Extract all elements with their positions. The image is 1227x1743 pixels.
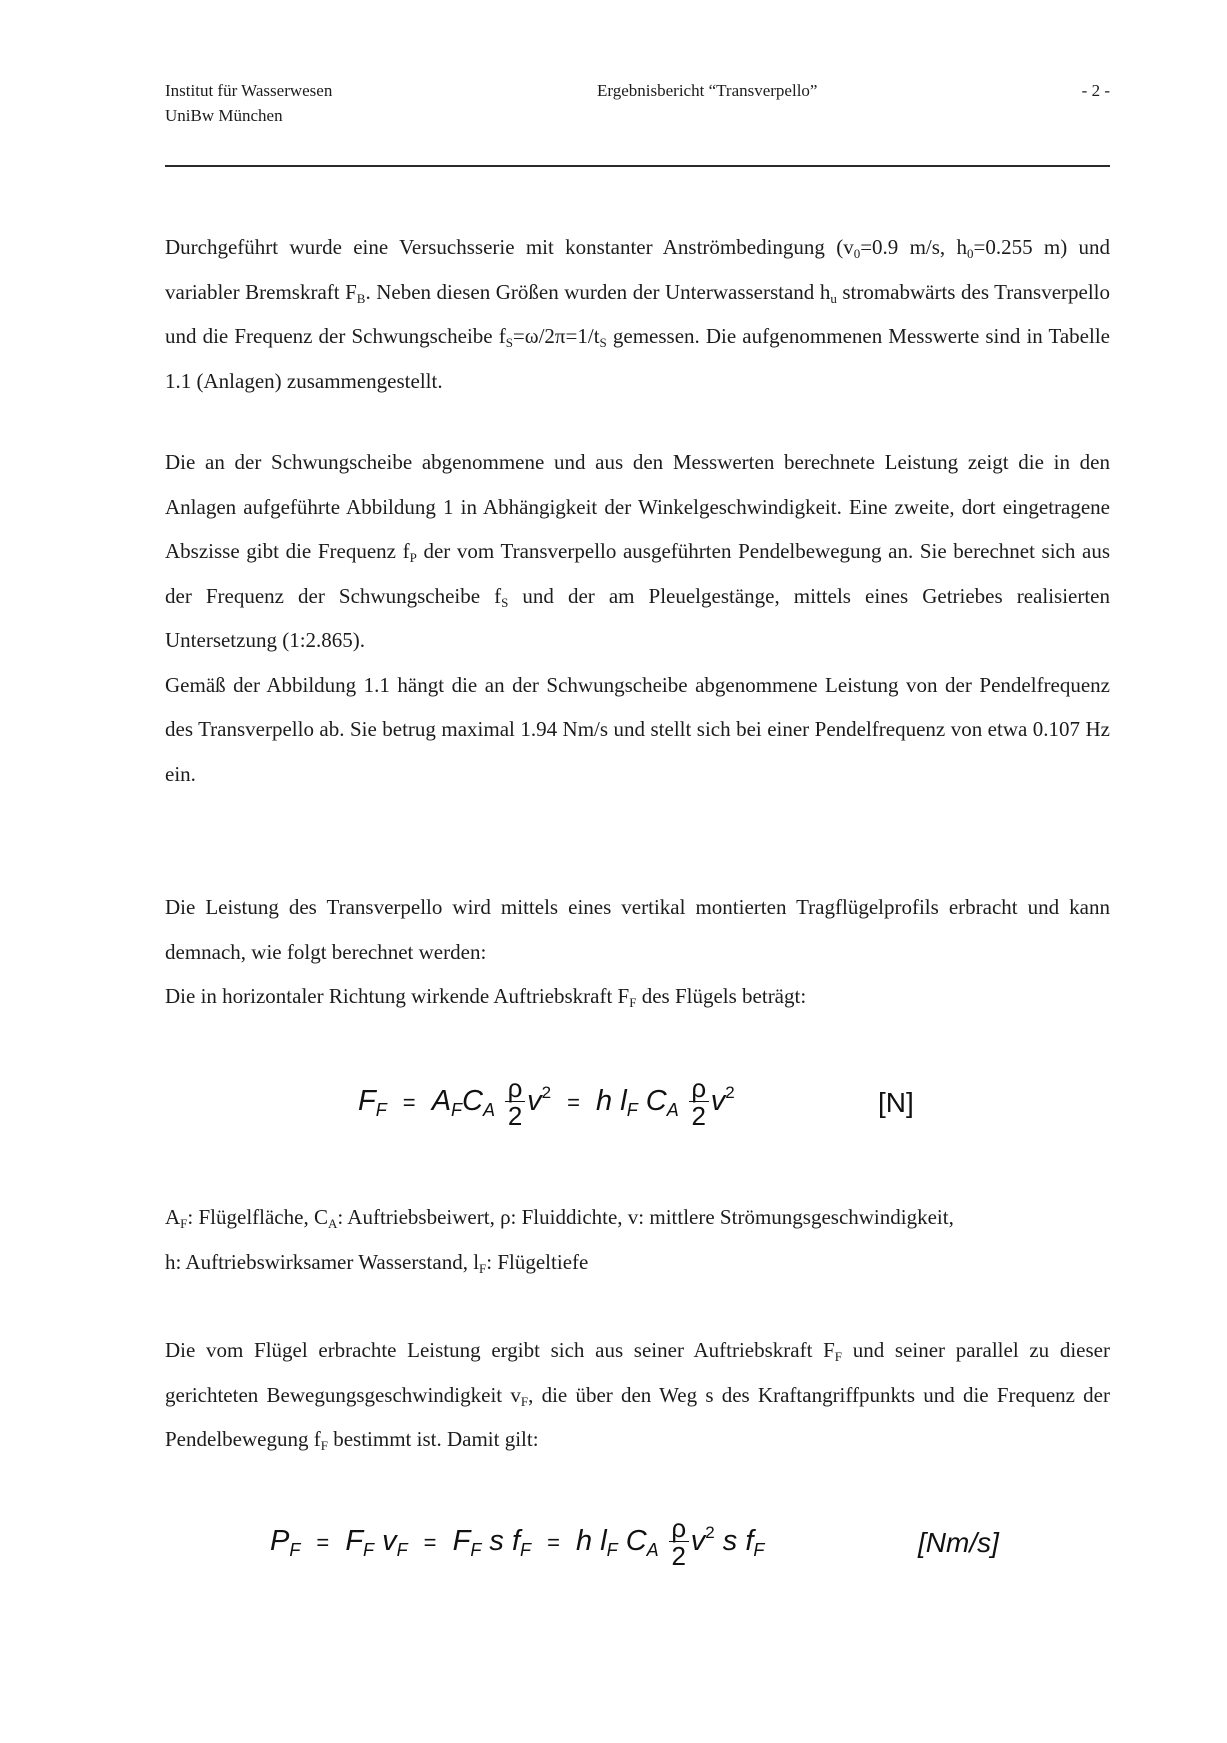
legend-symbols: $A_F$: Flügelfläche, $C_A$: Auftriebsbeiwert, ρ: Fluiddichte, v: mittlere Strömungsgeschwindigkeit, h: Auftriebswirksamer Wasserstand, $l_F$: Flügeltiefe bbox=[165, 1205, 954, 1276]
page-number: - 2 - bbox=[1081, 81, 1110, 100]
header-institution bbox=[165, 78, 332, 128]
paragraph-power-results: Die an der Schwungscheibe abgenommene und aus den Messwerten berechnete Leistung zeigt die in den Anlagen aufgeführte Abbildung 1 in Abhängigkeit der Winkelgeschwindigkeit. Eine zweite, dort eingetragene Abszisse gibt die Frequenz $f_P$ der vom Transverpello ausgeführten Pendelbewegung an. Sie berechnet sich aus der Frequenz der Schwungscheibe $f_S$ und der am Pleuelgestänge, mittels eines Getriebes realisierten Untersetzung (1:2.865). Gemäß der Abbildung 1.1 hängt die an der Schwungscheibe abgenommene Leistung von der Pendelfrequenz des Transverpello ab. Sie betrug maximal 1.94 Nm/s und stellt sich bei einer Pendelfrequenz von etwa 0.107 Hz ein. bbox=[165, 450, 1111, 786]
header-rule bbox=[165, 165, 1110, 167]
institute-name: Institut für Wasserwesen bbox=[165, 81, 333, 100]
unit-newton: [N] bbox=[878, 1087, 914, 1118]
paragraph-test-series: Durchgeführt wurde eine Versuchsserie mit konstanter Anströmbedingung ($v_0=0.9$ m/s, $h_0=0.255$ m) und variabler Bremskraft $F_B$. Neben diesen Größen wurden der Unterwasserstand $h_u$ stromabwärts des Transverpello und die Frequenz der Schwungscheibe $f_S=\omega/2\pi=1/t_S$ gemessen. Die aufgenommenen Messwerte sind in Tabelle 1.1 (Anlagen) zusammengestellt. bbox=[165, 235, 1110, 393]
report-title: Ergebnisbericht “Transverpello” bbox=[597, 81, 818, 100]
paragraph-wing-power: Die vom Flügel erbrachte Leistung ergibt sich aus seiner Auftriebskraft $F_F$ und seiner parallel zu dieser gerichteten Bewegungsgeschwindigkeit $v_F$, die über den Weg s des Kraftangriffpunkts und die Frequenz der Pendelbewegung $f_F$ bestimmt ist. Damit gilt: bbox=[165, 1338, 1110, 1453]
paragraph-lift-force: Die Leistung des Transverpello wird mittels eines vertikal montierten Tragflügelprofils erbracht und kann demnach, wie folgt berechnet werden: Die in horizontaler Richtung wirkende Auftriebskraft $F_F$ des Flügels beträgt: bbox=[165, 895, 1110, 1010]
university-name: UniBw München bbox=[165, 106, 283, 125]
unit-power: [Nm/s] bbox=[918, 1527, 999, 1558]
document-page: Institut für Wasserwesen UniBw München Ergebnisbericht “Transverpello” - 2 - Durchgeführt wurde eine Versuchsserie mit konstanter Anströmbedingung ($v_0=0.9$ m/s, $h_0=0.255$ m) und variabler Bremskraft $F_B$. Neben diesen Größen wurden der Unterwasserstand $h_u$ stromabwärts des Transverpello und die Frequenz der Schwungscheibe $f_S=\omega/2\pi=1/t_S$ gemessen. Die aufgenommenen Messwerte sind in Tabelle 1.1 (Anlagen) zusammengestellt. Die an der Schwungscheibe abgenommene und aus den Messwerten berechnete Leistung zeigt die in den Anlagen aufgeführte Abbildung 1 in Abhängigkeit der Winkelgeschwindigkeit. Eine zweite, dort eingetragene Abszisse gibt die Frequenz $f_P$ der vom Transverpello ausgeführten Pendelbewegung an. Sie berechnet sich aus der Frequenz der Schwungscheibe $f_S$ und der am Pleuelgestänge, mittels eines Getriebes realisierten Untersetzung (1:2.865). Gemäß der Abbildung 1.1 hängt die an der Schwungscheibe abgenommene Leistung von der Pendelfrequenz des Transverpello ab. Sie betrug maximal 1.94 Nm/s und stellt sich bei einer Pendelfrequenz von etwa 0.107 Hz ein. Die Leistung des Transverpello wird mittels eines vertikal montierten Tragflügelprofils erbracht und kann demnach, wie folgt berechnet werden: Die in horizontaler Richtung wirkende Auftriebskraft $F_F$ des Flügels beträgt: $F_F = A_FC_A$ $\frac{\rho}{2}$ $v^2 = h$ $l_F$ $C_A$ $\frac{\rho}{2}$ $v^2$ [N] $A_F$: Flügelfläche, $C_A$: Auftriebsbeiwert, ρ: Fluiddichte, v: mittlere Strömungsgeschwindigkeit, h: Auftriebswirksamer Wasserstand, $l_F$: Flügeltiefe Die vom Flügel erbrachte Leistung ergibt sich aus seiner Auftriebskraft $F_F$ und seiner parallel zu dieser gerichteten Bewegungsgeschwindigkeit $v_F$, die über den Weg s des Kraftangriffpunkts und die Frequenz der Pendelbewegung $f_F$ bestimmt ist. Damit gilt: $P_F = F_F$ $v_F = F_F$ s $f_F = h$ $l_F$ $C_A$ $\frac{\rho}{2}$ $v^2$ s $f_F$ [Nm/s] bbox=[0, 0, 1227, 1743]
